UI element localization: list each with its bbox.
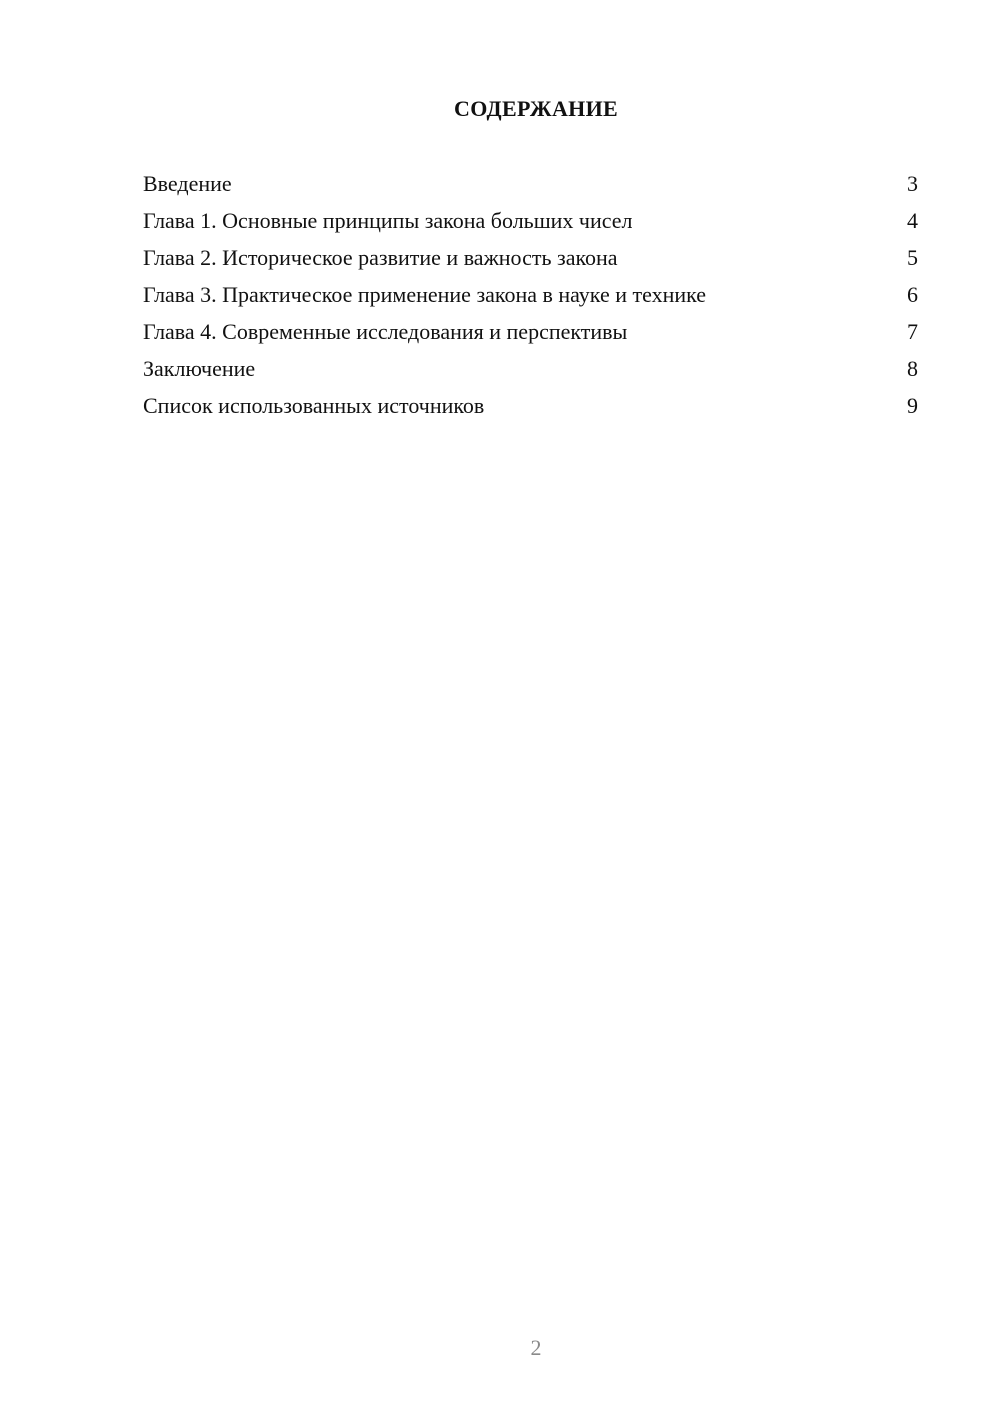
toc-entry-label: Глава 2. Историческое развитие и важность закона — [143, 245, 618, 270]
table-of-contents — [143, 169, 918, 428]
toc-entry-page: 9 — [907, 393, 918, 418]
toc-entry-chapter-1 — [143, 206, 918, 243]
toc-entry-chapter-3 — [143, 280, 918, 317]
toc-entry-label: Глава 1. Основные принципы закона больших чисел — [143, 208, 633, 233]
toc-entry-label: Глава 3. Практическое применение закона в науке и технике — [143, 282, 707, 307]
toc-entry-page: 3 — [907, 171, 918, 196]
toc-entry-introduction — [143, 169, 918, 206]
toc-entry-page: 6 — [907, 282, 918, 307]
toc-entry-chapter-4 — [143, 317, 918, 354]
toc-entry-references — [143, 391, 918, 428]
toc-entry-page: 5 — [907, 245, 918, 270]
toc-entry-page: 8 — [907, 356, 918, 381]
page-number: 2 — [530, 1335, 542, 1360]
toc-entry-label: Список использованных источников — [143, 393, 485, 418]
toc-entry-page: 7 — [907, 319, 918, 344]
toc-entry-label: Заключение — [143, 356, 256, 381]
toc-entry-conclusion — [143, 354, 918, 391]
toc-entry-label: Глава 4. Современные исследования и перспективы — [143, 319, 628, 344]
toc-entry-chapter-2 — [143, 243, 918, 280]
toc-title: СОДЕРЖАНИЕ — [454, 96, 618, 121]
toc-entry-label: Введение — [143, 171, 232, 196]
toc-entry-page: 4 — [907, 208, 918, 233]
